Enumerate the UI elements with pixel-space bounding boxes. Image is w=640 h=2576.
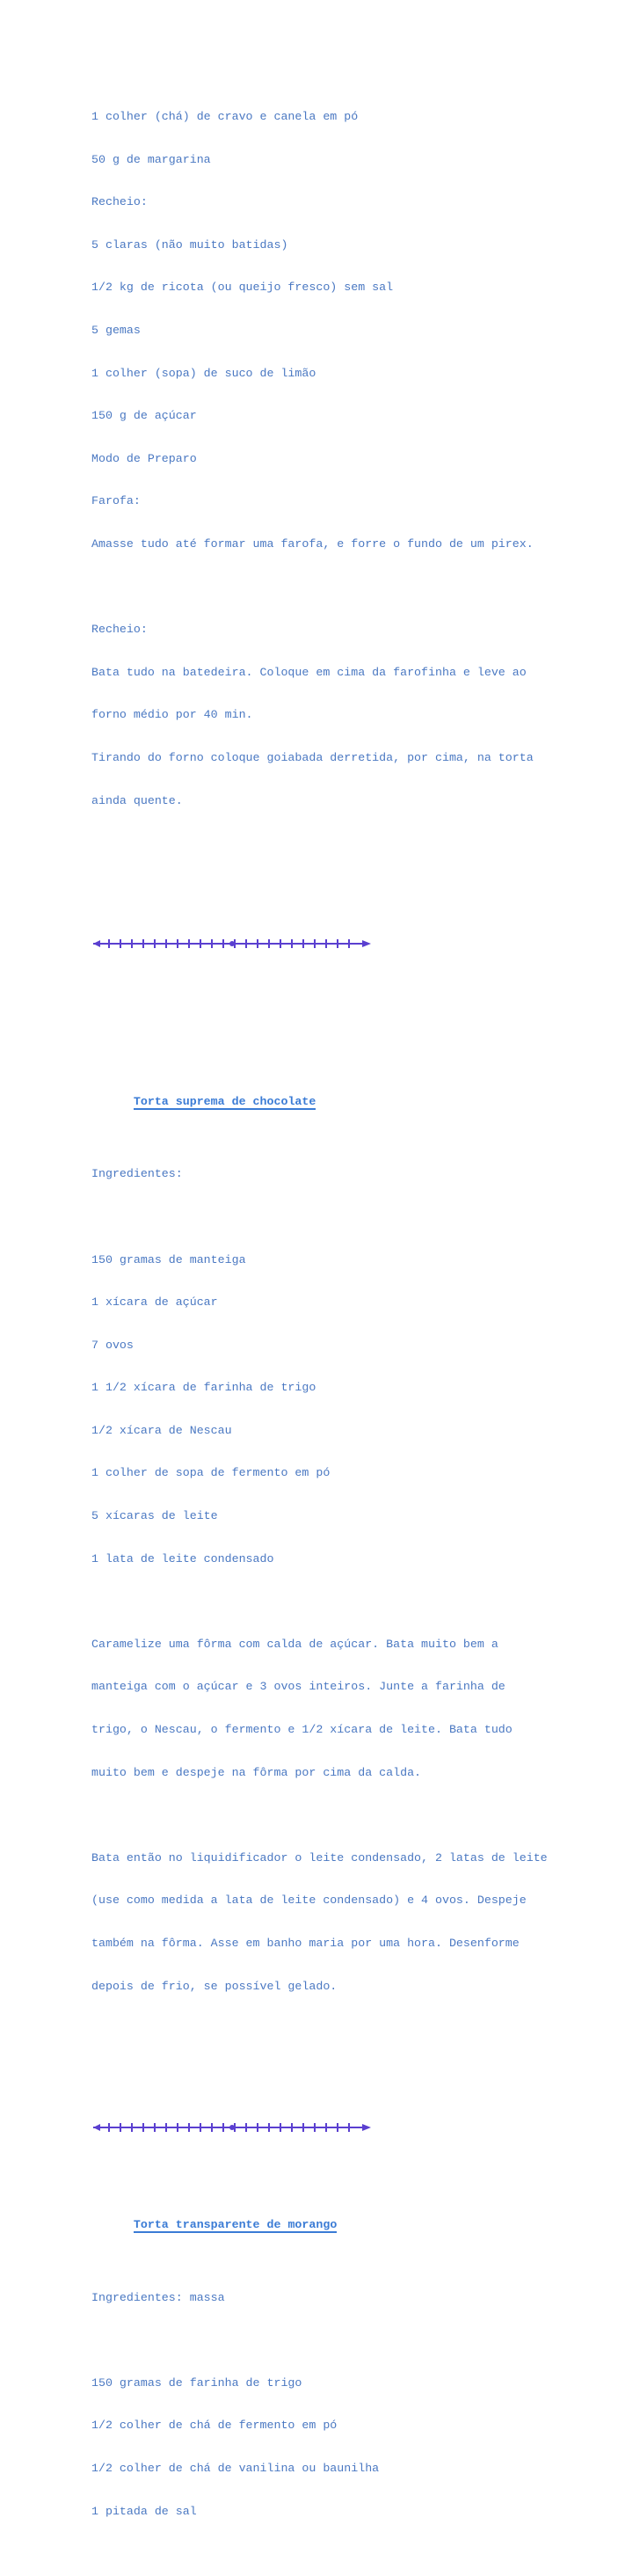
intro-line: Amasse tudo até formar uma farofa, e forre o fundo de um pirex. [91, 536, 534, 551]
intro-section [91, 82, 619, 837]
ingredient-item: 1 lata de leite condensado [91, 1551, 274, 1565]
ingredient-item: 1/2 colher de chá de fermento em pó [91, 2419, 338, 2433]
ingredient-item: 1 1/2 xícara de farinha de trigo [91, 1381, 316, 1395]
ingredient-item: 150 gramas de farinha de trigo [91, 2375, 302, 2390]
ingredient-item: 1 xícara de açúcar [91, 1295, 218, 1310]
intro-line: 5 claras (não muito batidas) [91, 237, 288, 252]
divider-ornament-icon [91, 2120, 373, 2135]
ornamental-divider [91, 2122, 619, 2133]
intro-line: Farofa: [91, 494, 141, 508]
ingredient-item: 1 pitada de sal [91, 2504, 197, 2518]
intro-line: Recheio: [91, 195, 148, 209]
instruction-line: (use como medida a lata de leite condensado) e 4 ovos. Despeje [91, 1894, 527, 1908]
blank-line [91, 1808, 619, 1822]
recipe-title-link[interactable]: Torta transparente de morango [133, 2217, 338, 2231]
recipe-title-row [91, 2204, 619, 2231]
instruction-line: depois de frio, se possível gelado. [91, 1979, 338, 1993]
blank-line [91, 2065, 619, 2079]
blank-line [91, 995, 619, 1009]
blank-line [91, 879, 619, 894]
recipe-title-row [91, 1080, 619, 1108]
ingredient-item: 1/2 colher de chá de vanilina ou baunilha [91, 2462, 380, 2475]
ingredient-item: 150 gramas de manteiga [91, 1252, 246, 1266]
blank-line [91, 1125, 619, 1139]
blank-line [91, 2248, 619, 2262]
blank-line [91, 1210, 619, 1224]
instruction-line: manteiga com o açúcar e 3 ovos inteiros. Junte a farinha de [91, 1680, 505, 1694]
recheio-line: ainda quente. [91, 793, 183, 807]
intro-line: 50 g de margarina [91, 152, 211, 166]
intro-line: 1 colher (chá) de cravo e canela em pó [91, 110, 359, 124]
ingredient-item: 1/2 xícara de Nescau [91, 1423, 232, 1437]
intro-line: 150 g de açúcar [91, 409, 197, 423]
instruction-line: muito bem e despeje na fôrma por cima da calda. [91, 1765, 422, 1779]
recheio-line: Tirando do forno coloque goiabada derretida, por cima, na torta [91, 750, 534, 764]
intro-line: 5 gemas [91, 323, 141, 337]
instruction-line: também na fôrma. Asse em banho maria por uma hora. Desenforme [91, 1937, 520, 1951]
ingredient-item: 5 xícaras de leite [91, 1509, 218, 1523]
divider-ornament-icon [91, 937, 373, 951]
recheio-line: forno médio por 40 min. [91, 708, 253, 722]
recipe-title-link[interactable]: Torta suprema de chocolate [133, 1094, 316, 1108]
blank-line [91, 2333, 619, 2347]
instruction-line: trigo, o Nescau, o fermento e 1/2 xícara de leite. Bata tudo [91, 1723, 513, 1737]
recheio-line: Bata tudo na batedeira. Coloque em cima da farofinha e leve ao [91, 665, 527, 679]
blank-line [91, 580, 619, 595]
ornamental-divider [91, 937, 619, 952]
recipe-section [91, 2175, 619, 2547]
blank-line [91, 1594, 619, 1609]
intro-line: Modo de Preparo [91, 451, 197, 465]
recipe-section [91, 1052, 619, 2022]
instruction-line: Bata então no liquidificador o leite condensado, 2 latas de leite [91, 1850, 548, 1864]
intro-line: 1 colher (sopa) de suco de limão [91, 366, 316, 380]
ingredients-label: Ingredientes: massa [91, 2290, 225, 2304]
instruction-line: Caramelize uma fôrma com calda de açúcar. Bata muito bem a [91, 1637, 498, 1651]
ingredients-label: Ingredientes: [91, 1167, 183, 1181]
recheio-heading: Recheio: [91, 623, 148, 637]
document-page [91, 39, 619, 2576]
intro-line: 1/2 kg de ricota (ou queijo fresco) sem sal [91, 281, 394, 295]
ingredient-item: 7 ovos [91, 1338, 134, 1352]
ingredient-item: 1 colher de sopa de fermento em pó [91, 1466, 331, 1480]
